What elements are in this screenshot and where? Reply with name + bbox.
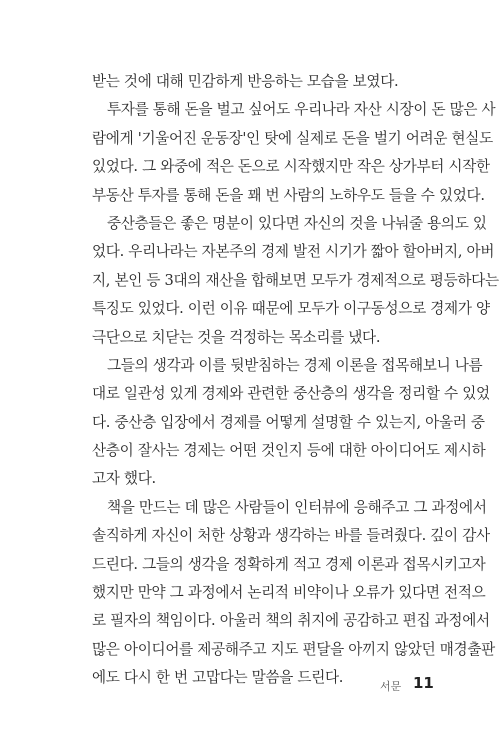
text-line: 지, 본인 등 3대의 재산을 합해보면 모두가 경제적으로 평등하다는	[92, 271, 499, 289]
body-text	[92, 68, 499, 693]
text-line: 에도 다시 한 번 고맙다는 말씀을 드린다.	[92, 669, 344, 687]
text-line: 로 필자의 책임이다. 아울러 책의 취지에 공감하고 편집 과정에서	[92, 612, 490, 630]
text-line: 었다. 우리나라는 자본주의 경제 발전 시기가 짧아 할아버지, 아버	[92, 243, 495, 261]
text-line: 드린다. 그들의 생각을 정확하게 적고 경제 이론과 접목시키고자	[92, 555, 486, 573]
paragraph-first-line: 책을 만드는 데 많은 사람들이 인터뷰에 응해주고 그 과정에서	[107, 498, 487, 516]
text-line: 극단으로 치닫는 것을 걱정하는 목소리를 냈다.	[92, 328, 381, 346]
text-line: 솔직하게 자신이 처한 상황과 생각하는 바를 들려줬다. 깊이 감사	[92, 527, 490, 545]
text-line: 있었다. 그 와중에 적은 돈으로 시작했지만 작은 상가부터 시작한	[92, 158, 490, 176]
text-line: 특징도 있었다. 이런 이유 때문에 모두가 이구동성으로 경제가 양	[92, 300, 490, 318]
chapter-title: 서문	[380, 680, 402, 693]
paragraph-first-line: 중산층들은 좋은 명분이 있다면 자신의 것을 나눠줄 용의도 있	[107, 214, 487, 232]
text-line: 받는 것에 대해 민감하게 반응하는 모습을 보였다.	[92, 73, 399, 90]
paragraph-first-line: 그들의 생각과 이를 뒷받침하는 경제 이론을 접목해보니 나름	[107, 356, 483, 374]
text-line: 대로 일관성 있게 경제와 관련한 중산층의 생각을 정리할 수 있었	[92, 385, 490, 403]
page-footer	[0, 676, 500, 700]
text-line: 했지만 만약 그 과정에서 논리적 비약이나 오류가 있다면 전적으	[92, 584, 486, 602]
page-number: 11	[413, 674, 434, 692]
text-line: 고자 했다.	[92, 470, 156, 488]
text-line: 산층이 잘사는 경제는 어떤 것인지 등에 대한 아이디어도 제시하	[92, 442, 486, 460]
paragraph-first-line: 투자를 통해 돈을 벌고 싶어도 우리나라 자산 시장이 돈 많은 사	[107, 101, 496, 119]
text-line: 람에게 '기울어진 운동장'인 탓에 실제로 돈을 벌기 어려운 현실도	[92, 129, 493, 147]
text-line: 다. 중산층 입장에서 경제를 어떻게 설명할 수 있는지, 아울러 중	[92, 413, 485, 431]
text-line: 많은 아이디어를 제공해주고 지도 편달을 아끼지 않았던 매경출판	[92, 640, 495, 658]
text-line: 부동산 투자를 통해 돈을 꽤 번 사람의 노하우도 들을 수 있었다.	[92, 186, 485, 204]
